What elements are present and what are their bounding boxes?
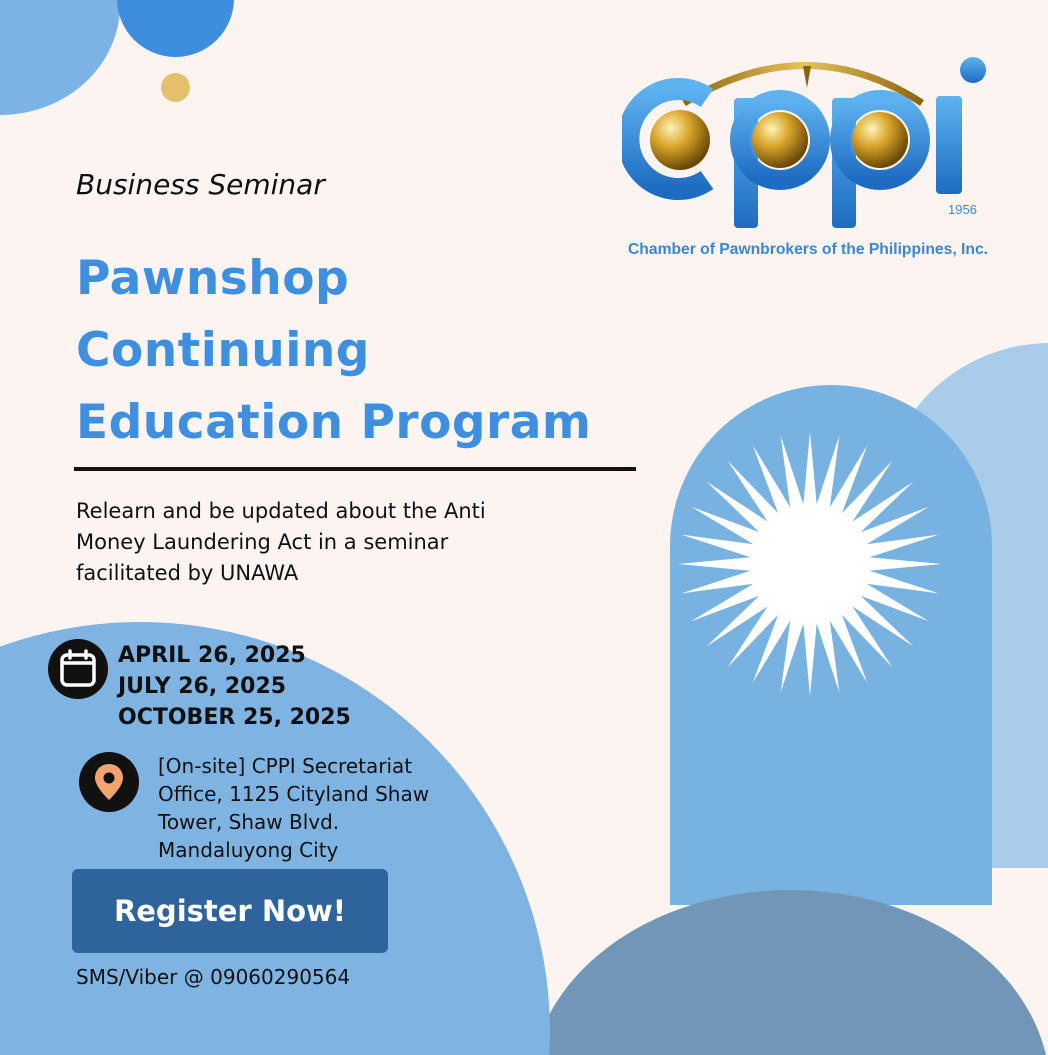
venue-address [158, 752, 429, 864]
decorative-bottom-circle [530, 890, 1048, 1055]
calendar-icon [48, 639, 108, 699]
logo-year: 1956 [948, 202, 977, 217]
title-line: Education Program [76, 395, 592, 450]
event-type-label: Business Seminar [76, 168, 325, 201]
title-line: Continuing [76, 323, 370, 378]
decorative-bubble-top [117, 0, 234, 57]
page-title [76, 243, 591, 459]
starburst-icon [676, 430, 944, 698]
venue-line: Mandaluyong City [158, 838, 339, 862]
event-date: OCTOBER 25, 2025 [118, 705, 351, 730]
title-divider [74, 467, 636, 471]
event-date: JULY 26, 2025 [118, 674, 287, 699]
register-now-button[interactable]: Register Now! [72, 869, 388, 953]
title-line: Pawnshop [76, 251, 350, 306]
decorative-bubble-left [0, 0, 120, 115]
event-description [76, 496, 596, 589]
logo-org-name: Chamber of Pawnbrokers of the Philippines, Inc. [628, 241, 988, 258]
description-line: Relearn and be updated about the Anti [76, 499, 486, 523]
description-line: facilitated by UNAWA [76, 561, 299, 585]
description-line: Money Laundering Act in a seminar [76, 530, 449, 554]
venue-line: Tower, Shaw Blvd. [158, 810, 340, 834]
contact-info: SMS/Viber @ 09060290564 [76, 965, 351, 989]
venue-line: Office, 1125 Cityland Shaw [158, 782, 430, 806]
event-date: APRIL 26, 2025 [118, 643, 306, 668]
decorative-gold-dot [161, 73, 190, 102]
cppi-logo [622, 48, 997, 273]
venue-line: [On-site] CPPI Secretariat [158, 754, 413, 778]
event-dates [118, 640, 351, 733]
location-pin-icon [79, 752, 139, 812]
